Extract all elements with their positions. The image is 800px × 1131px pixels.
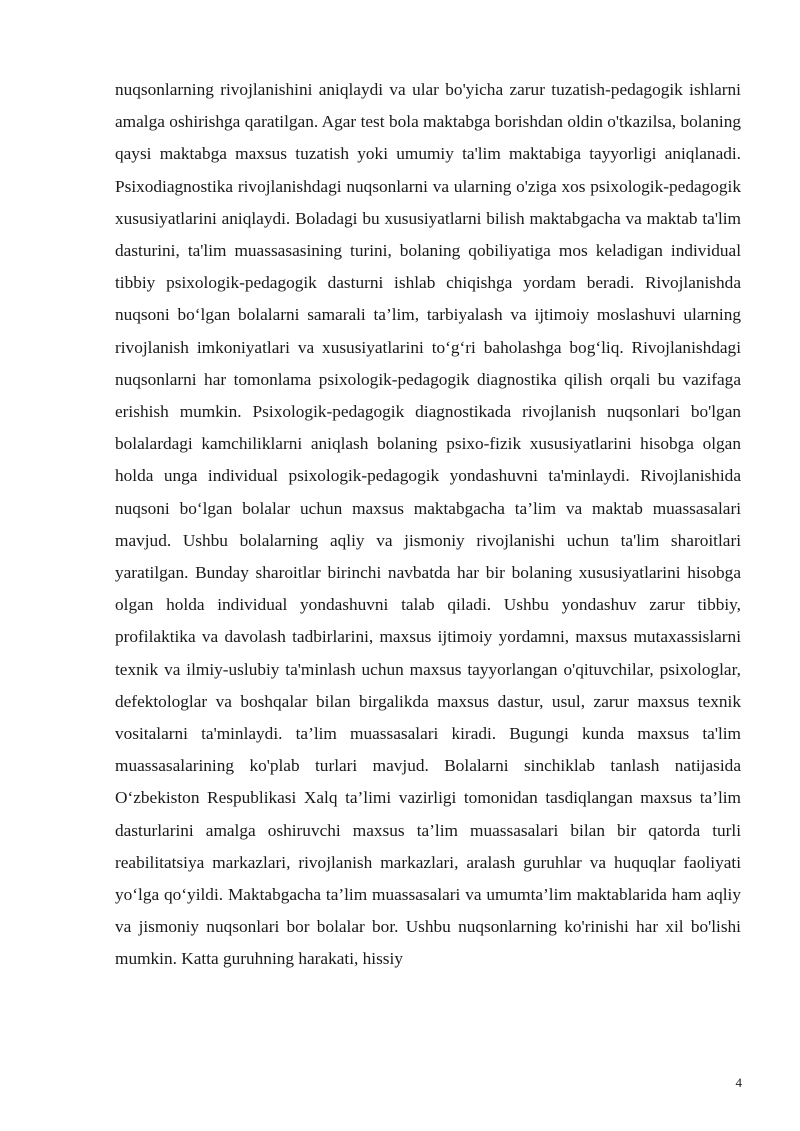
page-number: 4 bbox=[735, 1075, 742, 1090]
body-paragraph: nuqsonlarning rivojlanishini aniqlaydi va ular bo'yicha zarur tuzatish-pedagogik ishlarni amalga oshirishga qaratilgan. Agar test bola maktabga borishdan oldin o'tkazilsa, bolaning qaysi maktabga maxsus tuzatish yoki umumiy ta'lim maktabiga tayyorligi aniqlanadi. Psixodiagnostika rivojlanishdagi nuqsonlarni va ularning o'ziga xos psixologik-pedagogik xususiyatlarini aniqlaydi. Boladagi bu xususiyatlarni bilish maktabgacha va maktab ta'lim dasturini, ta'lim muassasasining turini, bolaning qobiliyatiga mos keladigan individual tibbiy psixologik-pedagogik dasturni ishlab chiqishga yordam beradi. Rivojlanishda nuqsoni bo‘lgan bolalarni samarali ta’lim, tarbiyalash va ijtimoiy moslashuvi ularning rivojlanish imkoniyatlari va xususiyatlarini to‘g‘ri baholashga bog‘liq. Rivojlanishdagi nuqsonlarni har tomonlama psixologik-pedagogik diagnostika qilish orqali bu vazifaga erishish mumkin. Psixologik-pedagogik diagnostikada rivojlanish nuqsonlari bo'lgan bolalardagi kamchiliklarni aniqlash bolaning psixo-fizik xususiyatlarini hisobga olgan holda unga individual psixologik-pedagogik yondashuvni ta'minlaydi. Rivojlanishida nuqsoni bo‘lgan bolalar uchun maxsus maktabgacha ta’lim va maktab muassasalari mavjud. Ushbu bolalarning aqliy va jismoniy rivojlanishi uchun ta'lim sharoitlari yaratilgan. Bunday sharoitlar birinchi navbatda har bir bolaning xususiyatlarini hisobga olgan holda individual yondashuvni talab qiladi. Ushbu yondashuv zarur tibbiy, profilaktika va davolash tadbirlarini, maxsus ijtimoiy yordamni, maxsus mutaxassislarni texnik va ilmiy-uslubiy ta'minlash uchun maxsus tayyorlangan o'qituvchilar, psixologlar, defektologlar va boshqalar bilan birgalikda maxsus dastur, usul, zarur maxsus texnik vositalarni ta'minlaydi. ta’lim muassasalari kiradi. Bugungi kunda maxsus ta'lim muassasalarining ko'plab turlari mavjud. Bolalarni sinchiklab tanlash natijasida O‘zbekiston Respublikasi Xalq ta’limi vazirligi tomonidan tasdiqlangan maxsus ta’lim dasturlarini amalga oshiruvchi maxsus ta’lim muassasalari bilan bir qatorda turli reabilitatsiya markazlari, rivojlanish markazlari, aralash guruhlar va huquqlar faoliyati yo‘lga qo‘yildi. Maktabgacha ta’lim muassasalari va umumta’lim maktablarida ham aqliy va jismoniy nuqsonlari bor bolalar bor. Ushbu nuqsonlarning ko'rinishi har xil bo'lishi mumkin. Katta guruhning harakati, hissiy bbox=[115, 80, 741, 969]
